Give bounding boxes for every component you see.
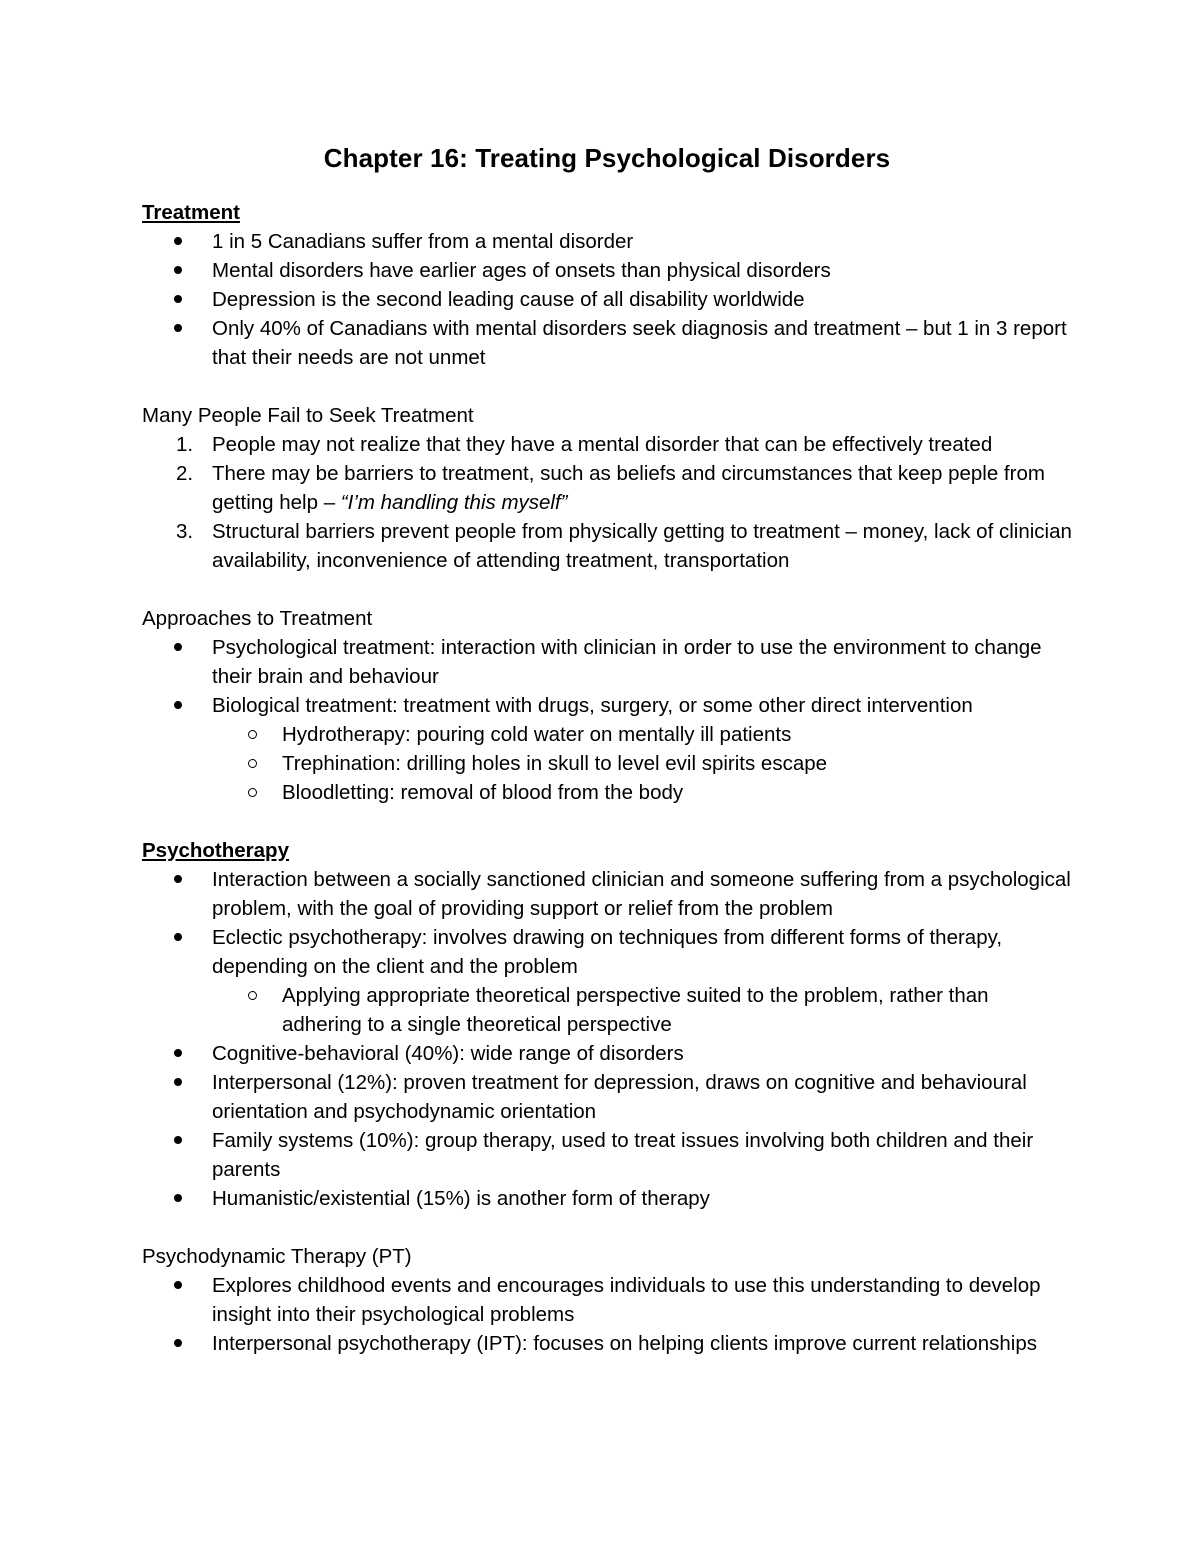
list-item bbox=[142, 459, 1072, 517]
quote-text: “I’m handling this myself” bbox=[340, 491, 568, 514]
list-item bbox=[142, 1184, 1072, 1213]
section-heading: Psychodynamic Therapy (PT) bbox=[142, 1245, 412, 1268]
list-number: 2. bbox=[176, 462, 194, 485]
page-title: Chapter 16: Treating Psychological Disorders bbox=[323, 143, 891, 173]
sub-list-item bbox=[142, 981, 1072, 1039]
bullet-list bbox=[142, 865, 1072, 1213]
list-item-text: Interaction between a socially sanctioned clinician and someone suffering from a psychological problem, with the goal of providing support or relief from the problem bbox=[212, 868, 1071, 920]
list-item-text: People may not realize that they have a mental disorder that can be effectively treated bbox=[212, 433, 993, 456]
list-item bbox=[142, 430, 1072, 459]
list-item-text: Humanistic/existential (15%) is another form of therapy bbox=[212, 1187, 710, 1210]
list-item-text: Eclectic psychotherapy: involves drawing on techniques from different forms of therapy, depending on the client and the problem bbox=[212, 926, 1003, 978]
list-item bbox=[142, 1329, 1072, 1358]
list-item-text: Psychological treatment: interaction with clinician in order to use the environment to change their brain and behaviour bbox=[212, 636, 1042, 688]
list-item bbox=[142, 227, 1072, 256]
list-item bbox=[142, 1068, 1072, 1126]
section-approaches bbox=[142, 604, 1072, 807]
list-item bbox=[142, 314, 1072, 372]
list-number: 3. bbox=[176, 520, 194, 543]
list-item-text: Biological treatment: treatment with drugs, surgery, or some other direct intervention bbox=[212, 694, 973, 717]
list-item bbox=[142, 633, 1072, 691]
list-item-text: Cognitive-behavioral (40%): wide range of disorders bbox=[212, 1042, 684, 1065]
section-psychodynamic bbox=[142, 1242, 1072, 1358]
bullet-list bbox=[142, 633, 1072, 807]
list-item bbox=[142, 1126, 1072, 1184]
list-number: 1. bbox=[176, 433, 194, 456]
list-item bbox=[142, 285, 1072, 314]
list-item-text: Interpersonal psychotherapy (IPT): focuses on helping clients improve current relationships bbox=[212, 1332, 1037, 1355]
list-item-text: Only 40% of Canadians with mental disorders seek diagnosis and treatment – but 1 in 3 report that their needs are not unmet bbox=[212, 317, 1067, 369]
list-item-text: Trephination: drilling holes in skull to level evil spirits escape bbox=[282, 752, 828, 775]
list-item-text: 1 in 5 Canadians suffer from a mental disorder bbox=[212, 230, 634, 253]
list-item-text: Mental disorders have earlier ages of onsets than physical disorders bbox=[212, 259, 831, 282]
list-item bbox=[142, 1039, 1072, 1068]
list-item-text: Applying appropriate theoretical perspective suited to the problem, rather than adhering to a single theoretical perspective bbox=[282, 984, 989, 1036]
section-heading: Many People Fail to Seek Treatment bbox=[142, 404, 474, 427]
sub-list-item bbox=[142, 749, 1072, 778]
section-treatment bbox=[142, 198, 1072, 372]
section-heading: Psychotherapy bbox=[142, 839, 289, 862]
section-heading: Approaches to Treatment bbox=[142, 607, 373, 630]
numbered-list bbox=[142, 430, 1072, 575]
sub-list-item bbox=[142, 778, 1072, 807]
list-item-text: Interpersonal (12%): proven treatment for depression, draws on cognitive and behavioural orientation and psychodynamic orientation bbox=[212, 1071, 1027, 1123]
list-item bbox=[142, 865, 1072, 923]
list-item-text: Explores childhood events and encourages individuals to use this understanding to develop insight into their psychological problems bbox=[212, 1274, 1041, 1326]
list-item bbox=[142, 691, 1072, 720]
list-item-text: Family systems (10%): group therapy, used to treat issues involving both children and their parents bbox=[212, 1129, 1034, 1181]
document-page bbox=[142, 140, 1072, 1387]
list-item-text: Depression is the second leading cause of all disability worldwide bbox=[212, 288, 805, 311]
section-fail-to-seek bbox=[142, 401, 1072, 575]
bullet-list bbox=[142, 227, 1072, 372]
list-item-text: Structural barriers prevent people from physically getting to treatment – money, lack of clinician availability, inconvenience of attending treatment, transportation bbox=[212, 520, 1072, 572]
list-item-text: There may be barriers to treatment, such as beliefs and circumstances that keep peple from getting help – bbox=[212, 462, 1045, 514]
list-item bbox=[142, 923, 1072, 981]
list-item bbox=[142, 256, 1072, 285]
list-item-text: Hydrotherapy: pouring cold water on mentally ill patients bbox=[282, 723, 792, 746]
list-item-text: Bloodletting: removal of blood from the body bbox=[282, 781, 684, 804]
list-item bbox=[142, 517, 1072, 575]
sub-list-item bbox=[142, 720, 1072, 749]
list-item bbox=[142, 1271, 1072, 1329]
section-heading: Treatment bbox=[142, 201, 240, 224]
section-psychotherapy bbox=[142, 836, 1072, 1213]
bullet-list bbox=[142, 1271, 1072, 1358]
